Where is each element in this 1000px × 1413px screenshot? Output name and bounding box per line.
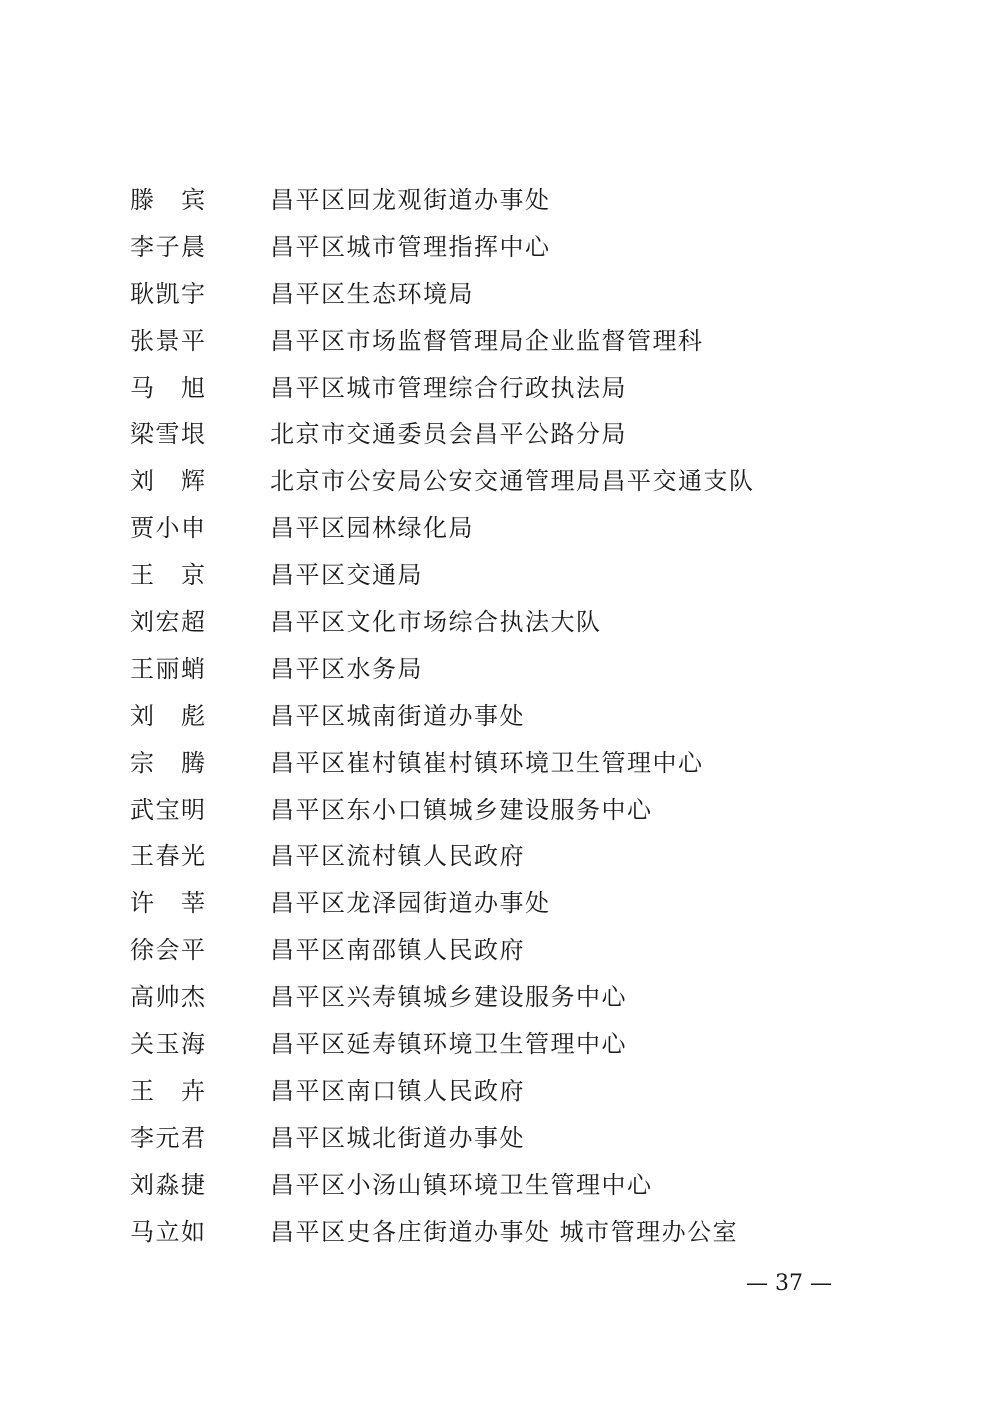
person-name: 李元君 — [130, 1123, 205, 1152]
person-name: 贾小申 — [130, 514, 205, 543]
person-name: 马 旭 — [130, 373, 205, 402]
list-item — [0, 787, 1000, 834]
list-item — [0, 411, 1000, 458]
person-name: 刘 辉 — [130, 467, 205, 496]
organization: 昌平区交通局 — [270, 561, 423, 590]
person-name: 王春光 — [130, 842, 205, 871]
list-item — [0, 646, 1000, 693]
organization: 北京市交通委员会昌平公路分局 — [270, 420, 627, 449]
list-item — [0, 1115, 1000, 1162]
person-name: 王丽蛸 — [130, 654, 205, 683]
person-name: 滕 宾 — [130, 186, 205, 214]
list-item — [0, 1209, 1000, 1256]
person-name: 刘宏超 — [130, 608, 205, 637]
organization: 昌平区城市管理指挥中心 — [270, 232, 551, 261]
organization: 昌平区南邵镇人民政府 — [270, 936, 525, 965]
person-name: 宗 腾 — [130, 748, 205, 777]
list-item — [0, 1068, 1000, 1115]
person-name: 梁雪垠 — [130, 420, 205, 449]
person-name: 刘 彪 — [130, 701, 205, 730]
organization: 昌平区文化市场综合执法大队 — [270, 608, 602, 637]
list-item — [0, 927, 1000, 974]
list-item — [0, 740, 1000, 787]
organization: 昌平区小汤山镇环境卫生管理中心 — [270, 1170, 653, 1199]
list-item — [0, 693, 1000, 740]
organization: 昌平区史各庄街道办事处 城市管理办公室 — [270, 1217, 739, 1246]
name-list — [0, 177, 1000, 1255]
list-item — [0, 1162, 1000, 1209]
organization: 昌平区回龙观街道办事处 — [270, 186, 551, 214]
organization: 昌平区南口镇人民政府 — [270, 1076, 525, 1105]
organization: 昌平区兴寿镇城乡建设服务中心 — [270, 983, 627, 1012]
organization: 昌平区水务局 — [270, 654, 423, 683]
person-name: 高帅杰 — [130, 983, 205, 1012]
list-item — [0, 833, 1000, 880]
list-item — [0, 318, 1000, 365]
list-item — [0, 458, 1000, 505]
person-name: 王 卉 — [130, 1076, 205, 1105]
list-item — [0, 974, 1000, 1021]
organization: 昌平区城市管理综合行政执法局 — [270, 373, 627, 402]
page-number: — 37 — — [746, 1271, 832, 1296]
person-name: 王 京 — [130, 561, 205, 590]
organization: 昌平区市场监督管理局企业监督管理科 — [270, 326, 704, 355]
person-name: 马立如 — [130, 1217, 205, 1246]
organization: 昌平区生态环境局 — [270, 279, 474, 308]
organization: 昌平区崔村镇崔村镇环境卫生管理中心 — [270, 748, 704, 777]
list-item — [0, 505, 1000, 552]
list-item — [0, 271, 1000, 318]
person-name: 刘淼捷 — [130, 1170, 205, 1199]
organization: 昌平区流村镇人民政府 — [270, 842, 525, 871]
list-item — [0, 552, 1000, 599]
person-name: 耿凯宇 — [130, 279, 205, 308]
organization: 昌平区延寿镇环境卫生管理中心 — [270, 1030, 627, 1059]
person-name: 李子晨 — [130, 232, 205, 261]
organization: 昌平区东小口镇城乡建设服务中心 — [270, 795, 653, 824]
list-item — [0, 365, 1000, 412]
person-name: 关玉海 — [130, 1030, 205, 1059]
person-name: 徐会平 — [130, 936, 205, 965]
organization: 昌平区城南街道办事处 — [270, 701, 525, 730]
list-item — [0, 599, 1000, 646]
organization: 昌平区园林绿化局 — [270, 514, 474, 543]
list-item — [0, 1021, 1000, 1068]
organization: 昌平区城北街道办事处 — [270, 1123, 525, 1152]
list-item — [0, 880, 1000, 927]
list-item — [0, 177, 1000, 224]
organization: 昌平区龙泽园街道办事处 — [270, 889, 551, 918]
person-name: 张景平 — [130, 326, 205, 355]
person-name: 许 莘 — [130, 889, 205, 918]
organization: 北京市公安局公安交通管理局昌平交通支队 — [270, 467, 755, 496]
list-item — [0, 224, 1000, 271]
person-name: 武宝明 — [130, 795, 205, 824]
